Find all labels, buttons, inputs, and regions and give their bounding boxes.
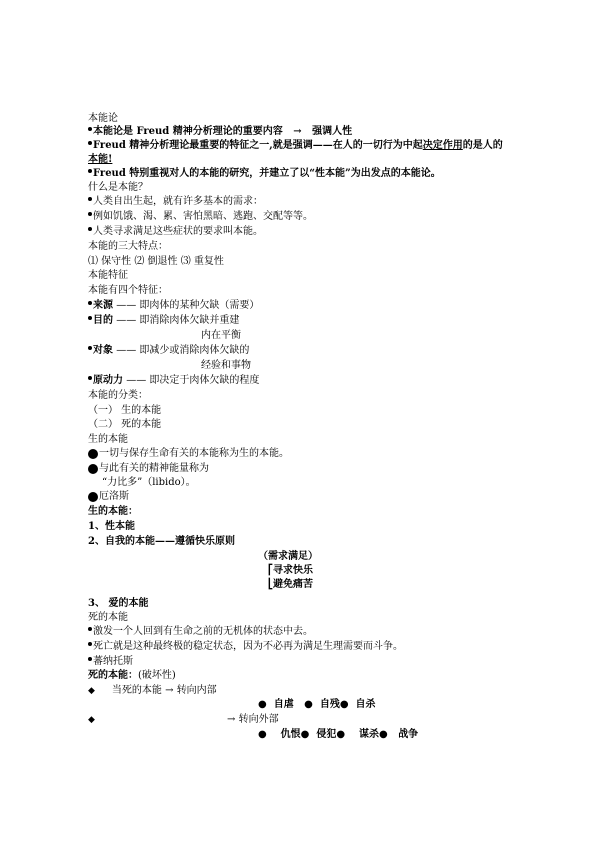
doc-title: 本能论 [88,113,118,124]
life-type-item: 2、自我的本能——遵循快乐原则 [88,536,235,547]
life-type-item: 3、 爱的本能 [88,598,149,609]
seek-label: ⎡寻求快乐 [268,565,313,576]
outward-line: → 转向外部 [227,714,279,725]
category-item: （二） 死的本能 [88,419,162,430]
categories-heading: 本能的分类： [88,390,148,401]
three-traits-text: ⑴ 保守性 ⑵ 倒退性 ⑶ 重复性 [88,256,224,267]
bullet-dot-icon [88,627,92,631]
death-heading: 死的本能 [88,612,128,623]
bullet-dot-icon [88,657,92,661]
life-item: 厄洛斯 [88,490,129,503]
bullet-dot-icon [88,127,92,131]
life-type-item: 1、性本能 [88,521,135,532]
bullet-dot-icon [88,301,92,305]
death-item: 死亡就是这种最终极的稳定状态，因为不必再为满足生理需要而斗争。 [88,640,403,653]
life-item: 一切与保存生命有关的本能称为生的本能。 [88,447,289,460]
avoid-label: ⎣避免痛苦 [268,579,313,590]
bullet-dot-icon [88,376,92,380]
category-item: （一） 生的本能 [88,405,162,416]
life-heading: 生的本能 [88,434,128,445]
bullet-dot-icon [88,316,92,320]
bullet-dot-icon [88,464,98,474]
diamond-bullet-icon: ◆ [88,686,95,696]
what-is-heading: 什么是本能？ [88,182,148,193]
bullet-dot-icon [88,492,98,502]
bullet-dot-icon [88,141,92,145]
features-heading: 本能特征 [88,270,128,281]
what-is-item: 例如饥饿、渴、累、害怕黑暗、逃跑、交配等等。 [88,210,313,223]
what-is-item: 人类自出生起，就有许多基本的需求： [88,195,263,208]
outward-list: ● 仇恨● 侵犯● 谋杀● 战争 [258,729,419,740]
features-sub: 本能有四个特征： [88,285,168,296]
bullet-dot-icon [88,169,92,173]
death-item: 激发一个人回到有生命之前的无机体的状态中去。 [88,625,313,638]
death-item: 蕃纳托斯 [88,655,133,668]
bullet-dot-icon [88,212,92,216]
bullet-dot-icon [88,346,92,350]
bullet-dot-icon [88,197,92,201]
underlined-phrase: 决定作用 [422,140,463,151]
what-is-item: 人类寻求满足这些症状的要求叫本能。 [88,225,263,238]
arrow-icon: → [165,685,174,696]
feature-item: 来源 —— 即肉体的某种欠缺（需要） [88,299,259,312]
feature-item: 目的 —— 即消除肉体欠缺并重建 [88,314,239,327]
intro-line-4: Freud 特别重视对人的本能的研究，并建立了以“性本能”为出发点的本能论。 [88,167,441,180]
destructive-heading: 死的本能：(破坏性) [88,670,176,681]
intro-line-2: Freud 精神分析理论最重要的特征之一,就是强调——在人的一切行为中起决定作用的是人的 [88,139,503,152]
inward-list: ● 自虐 ● 自残● 自杀 [258,699,376,710]
arrow-icon: → [227,714,236,725]
diamond-bullet-icon: ◆ [88,715,95,725]
arrow-icon: → [293,126,302,137]
feature-item: 原动力 —— 即决定于肉体欠缺的程度 [88,374,259,387]
bullet-dot-icon [88,642,92,646]
life-types-heading: 生的本能： [88,506,138,517]
three-traits-heading: 本能的三大特点： [88,241,168,252]
feature-continuation: 经验和事物 [201,360,251,371]
feature-continuation: 内在平衡 [201,330,241,341]
life-item: 与此有关的精神能量称为 [88,462,209,475]
feature-item: 对象 —— 即减少或消除肉体欠缺的 [88,344,249,357]
need-label: （需求满足） [258,551,318,562]
bullet-dot-icon [88,227,92,231]
inward-line: ◆ 当死的本能 → 转向内部 [88,685,217,696]
intro-line-1: 本能论是 Freud 精神分析理论的重要内容 → 强调人性 [88,125,352,138]
intro-line-3: 本能! [88,154,113,165]
life-item-continuation: “力比多”（libido）。 [102,477,196,488]
bullet-dot-icon [88,449,98,459]
outward-bullet [88,713,98,727]
